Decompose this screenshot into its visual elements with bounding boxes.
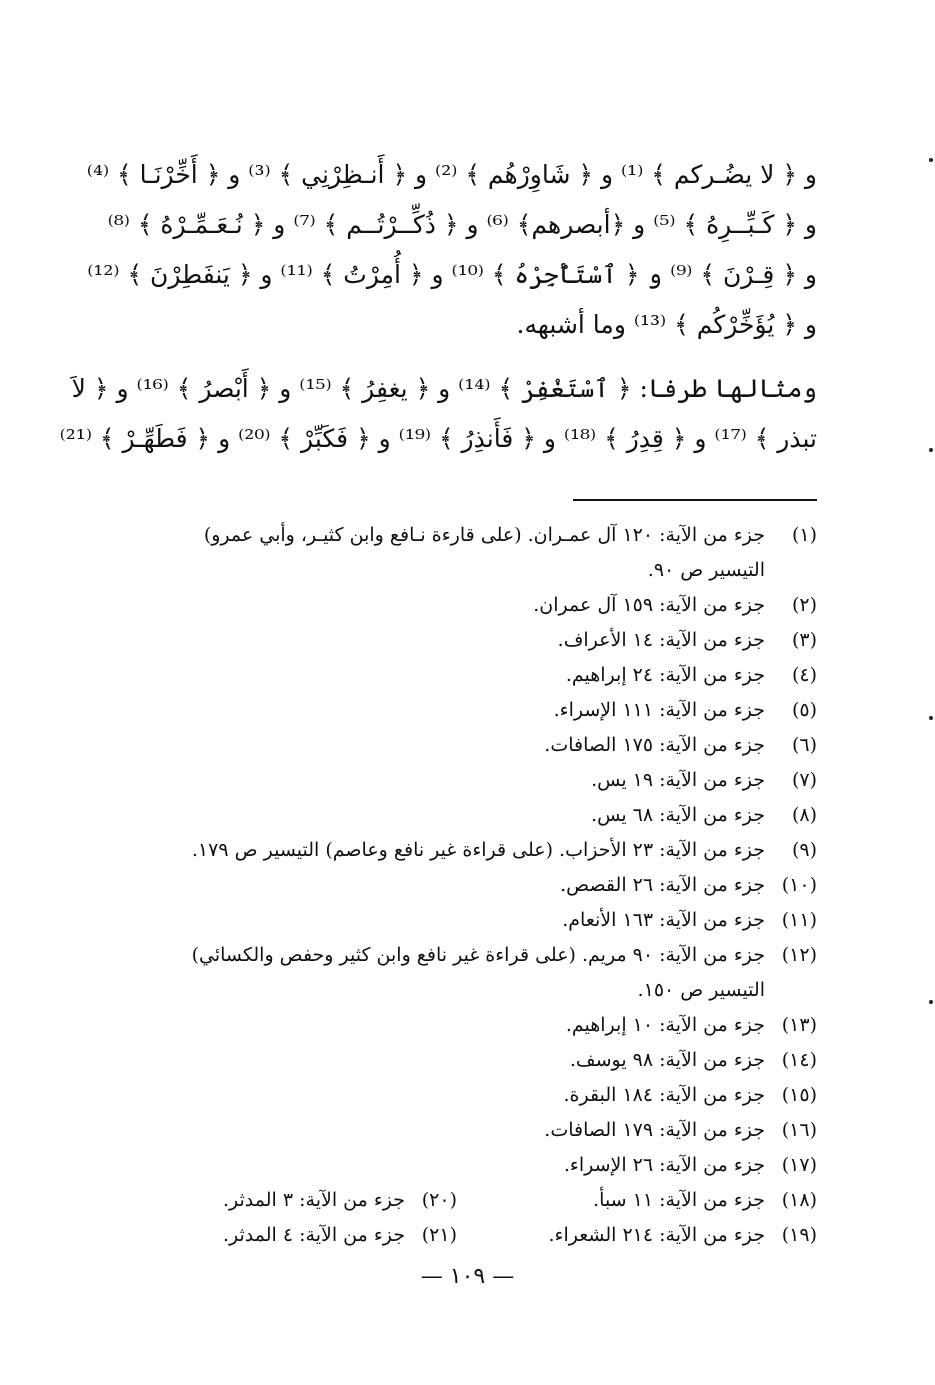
footnote-11	[118, 903, 817, 938]
footnote-text: جزء من الآية: ١٤ الأعراف.	[557, 629, 765, 651]
footnote-14	[118, 1043, 817, 1078]
footnote-text: جزء من الآية: ٣ المدثر.	[222, 1189, 405, 1211]
main-text	[59, 150, 817, 464]
footnote-number: (٧)	[791, 769, 817, 791]
footnote-pair	[118, 1218, 817, 1253]
footnote-8	[118, 798, 817, 833]
footnote-number: (١٦)	[781, 1119, 817, 1141]
footnote-text: جزء من الآية: ١٢٠ آل عمـران. (على قارءة نـافع وابن كثيـر، وأبي عمرو)	[203, 524, 765, 546]
footnote-7	[118, 763, 817, 798]
footnote-text: جزء من الآية: ١٧٥ الصافات.	[544, 734, 765, 756]
footnote-3	[118, 623, 817, 658]
footnote-6	[118, 728, 817, 763]
footnote-text: جزء من الآية: ١٦٣ الأنعام.	[562, 909, 765, 931]
footnote-number: (٣)	[791, 629, 817, 651]
footnote-17	[118, 1148, 817, 1183]
footnote-text: جزء من الآية: ١٧٩ الصافات.	[544, 1119, 765, 1141]
footnote-number: (١٥)	[781, 1084, 817, 1106]
footnote-text: جزء من الآية: ١٩ يس.	[591, 769, 765, 791]
footnote-text: جزء من الآية: ٢١٤ الشعراء.	[548, 1224, 765, 1246]
scan-mark	[929, 1000, 933, 1004]
footnote-number: (١٠)	[781, 874, 817, 896]
footnote-text: جزء من الآية: ٩٠ مريم. (على قراءة غير نافع وابن كثير وحفص والكسائي)	[191, 944, 765, 966]
footnote-number: (٨)	[791, 804, 817, 826]
footnote-text: جزء من الآية: ١٥٩ آل عمران.	[533, 594, 765, 616]
scan-mark	[929, 448, 933, 452]
footnote-number: (٢)	[791, 594, 817, 616]
footnote-20	[118, 1183, 457, 1218]
footnote-number: (٩)	[791, 839, 817, 861]
scan-mark	[929, 158, 933, 162]
footnote-number: (٦)	[791, 734, 817, 756]
text-line: تبذر ﴾ ⁽¹⁷⁾ و ﴿ قِدِرُ ﴾ ⁽¹⁸⁾ و ﴿ فَأَنذِرُ ﴾ ⁽¹⁹⁾ و ﴿ فَكَبِّرْ ﴾ ⁽²⁰⁾ و ﴿ فَطَهِّـرْ ﴾ ⁽²¹⁾	[59, 424, 817, 453]
footnote-text: جزء من الآية: ٦٨ يس.	[591, 804, 765, 826]
footnotes	[118, 518, 817, 1253]
footnote-18	[457, 1183, 817, 1218]
text-line: و ﴿ كَـبِّــرِهُ ﴾ ⁽⁵⁾ و ﴿أبصرهم﴾ ⁽⁶⁾ و ﴿ ذُكِّــرْتُــم ﴾ ⁽⁷⁾ و ﴿ نُـعَـمِّـرْهُ ﴾ ⁽⁸⁾	[107, 210, 817, 239]
footnote-number: (١٨)	[781, 1189, 817, 1211]
footnote-text: جزء من الآية: ٢٣ الأحزاب. (على قراءة غير نافع وعاصم) التيسير ص ١٧٩.	[191, 839, 765, 861]
footnote-number: (٤)	[791, 664, 817, 686]
footnote-text: جزء من الآية: ٢٦ الإسراء.	[563, 1154, 765, 1176]
footnote-text: جزء من الآية: ٢٦ القصص.	[560, 874, 765, 896]
footnote-21	[118, 1218, 457, 1253]
footnote-text: جزء من الآية: ٤ المدثر.	[222, 1224, 405, 1246]
footnote-number: (١١)	[781, 909, 817, 931]
footnote-5	[118, 693, 817, 728]
footnote-12	[118, 938, 817, 1008]
footnote-number: (١٧)	[781, 1154, 817, 1176]
footnote-text: جزء من الآية: ٢٤ إبراهيم.	[565, 664, 765, 686]
footnote-text: جزء من الآية: ١١١ الإسراء.	[553, 699, 765, 721]
footnote-continuation: التيسير ص ٩٠.	[647, 559, 765, 581]
footnote-number: (١٩)	[781, 1224, 817, 1246]
footnote-text: جزء من الآية: ١١ سبأ.	[593, 1189, 765, 1211]
footnote-number: (٢١)	[421, 1224, 457, 1246]
footnote-number: (١٤)	[781, 1049, 817, 1071]
footnote-number: (٢٠)	[421, 1189, 457, 1211]
footnote-continuation: التيسير ص ١٥٠.	[637, 979, 765, 1001]
footnote-text: جزء من الآية: ٩٨ يوسف.	[569, 1049, 765, 1071]
scan-mark	[929, 716, 933, 720]
text-line: و ﴿ يُؤَخِّرْكُم ﴾ ⁽¹³⁾ وما أشبهه.	[516, 310, 817, 339]
text-line: و ﴿ لا يضُـركم ﴾ ⁽¹⁾ و ﴿ شَاوِرْهُم ﴾ ⁽²⁾ و ﴿ أَنـظِرْنِي ﴾ ⁽³⁾ و ﴿ أَخِّرْنَـا ﴾ ⁽⁴⁾	[86, 160, 817, 189]
text-line: ومثالها طرفا: ﴿ ٱسْتَغْفِرْ ﴾ ⁽¹⁴⁾ و ﴿ يغفِرُ ﴾ ⁽¹⁵⁾ و ﴿ أَبْصرُ ﴾ ⁽¹⁶⁾ و ﴿ لاَ	[71, 374, 817, 403]
footnote-16	[118, 1113, 817, 1148]
footnote-1	[118, 518, 817, 588]
footnote-number: (١٣)	[781, 1014, 817, 1036]
footnote-text: جزء من الآية: ١٨٤ البقرة.	[563, 1084, 765, 1106]
footnote-4	[118, 658, 817, 693]
paragraph-2	[59, 364, 817, 464]
footnote-number: (١)	[791, 524, 817, 546]
footnote-15	[118, 1078, 817, 1113]
footnote-text: جزء من الآية: ١٠ إبراهيم.	[565, 1014, 765, 1036]
footnote-2	[118, 588, 817, 623]
footnote-19	[457, 1218, 817, 1253]
footnote-13	[118, 1008, 817, 1043]
footnote-10	[118, 868, 817, 903]
footnote-9	[118, 833, 817, 868]
footnote-pair	[118, 1183, 817, 1218]
page-number: — ١٠٩ —	[420, 1264, 515, 1289]
footnote-separator	[573, 499, 817, 501]
footnote-number: (١٢)	[781, 944, 817, 966]
text-line: و ﴿ قِـرْنَ ﴾ ⁽⁹⁾ و ﴿ ٱسْتَأْجِرْهُ ﴾ ⁽¹⁰⁾ و ﴿ أُمِرْتُ ﴾ ⁽¹¹⁾ و ﴿ يَنفَطِرْنَ ﴾ ⁽¹²⁾	[87, 260, 817, 289]
paragraph-1	[86, 150, 817, 350]
footnote-number: (٥)	[791, 699, 817, 721]
